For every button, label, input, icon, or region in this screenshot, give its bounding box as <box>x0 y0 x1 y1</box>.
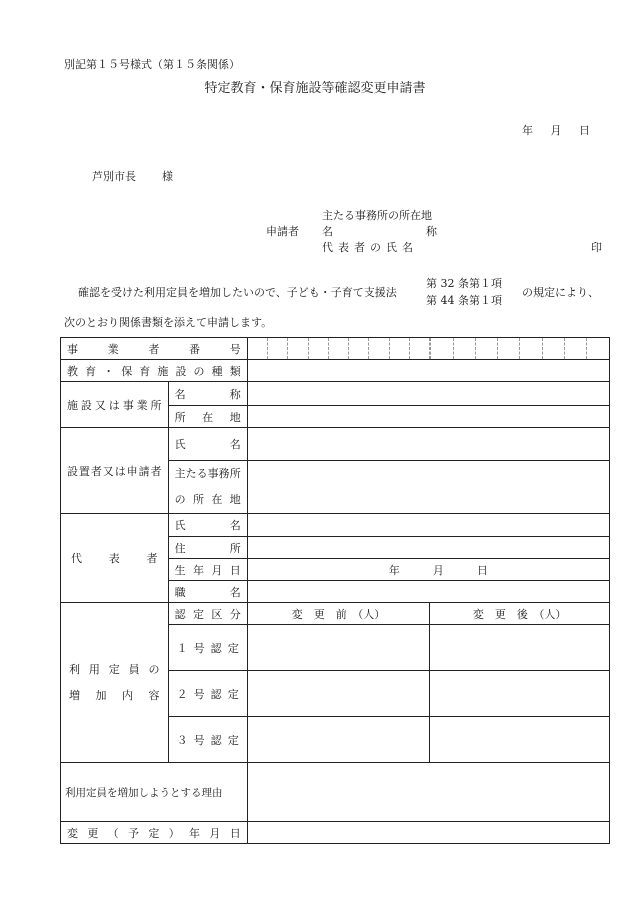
founder-office-label <box>168 461 247 514</box>
business-number-digit[interactable] <box>288 338 308 360</box>
rep-address-label: 住所 <box>168 537 247 559</box>
rep-birth-field[interactable]: 年 月 日 <box>247 559 609 581</box>
cert-1-after-field[interactable] <box>430 625 610 671</box>
seal-mark: 印 <box>591 241 602 254</box>
cert-3-label: ３号認定 <box>168 717 247 763</box>
business-number-digit[interactable] <box>431 338 453 360</box>
facility-type-label: 教育・保育施設の種類 <box>61 360 248 382</box>
business-number-digit[interactable] <box>247 338 267 360</box>
increase-label <box>61 603 169 763</box>
founder-label: 設置者又は申請者 <box>61 428 169 514</box>
business-number-digit[interactable] <box>389 338 409 360</box>
facility-location-field[interactable] <box>247 406 609 428</box>
business-number-label: 事業者番号 <box>61 338 248 360</box>
applicant-name-label-end: 称 <box>426 225 437 238</box>
founder-name-row <box>61 428 610 461</box>
facility-label: 施設又は事業所 <box>61 382 169 428</box>
facility-location-label: 所在地 <box>168 406 247 428</box>
addressee-suffix: 様 <box>162 170 173 183</box>
change-date-field[interactable] <box>247 822 609 844</box>
business-number-digit[interactable] <box>328 338 348 360</box>
business-number-digit[interactable] <box>587 338 610 360</box>
rep-name-field[interactable] <box>247 514 609 537</box>
increase-label-line1: 利用定員の <box>69 662 160 676</box>
applicant-label: 申請者 <box>266 225 299 238</box>
business-number-digit[interactable] <box>409 338 429 360</box>
cert-2-after-field[interactable] <box>430 671 610 717</box>
after-change-header: 変 更 後 （人） <box>430 603 610 625</box>
statement-text: 確認を受けた利用定員を増加したいので、子ども・子育て支援法 <box>78 286 397 299</box>
applicant-representative-label: 代表者の氏名 <box>322 241 418 254</box>
rep-address-field[interactable] <box>247 537 609 559</box>
rep-name-row <box>61 514 610 537</box>
before-change-header: 変 更 前 （人） <box>247 603 430 625</box>
facility-type-row <box>61 360 610 382</box>
business-number-digit[interactable] <box>369 338 389 360</box>
cert-2-before-field[interactable] <box>247 671 430 717</box>
business-number-digit[interactable] <box>498 338 520 360</box>
document-title: 特定教育・保育施設等確認変更申請書 <box>204 81 426 96</box>
reason-field[interactable] <box>247 763 609 822</box>
cert-category-label: 認定区分 <box>168 603 247 625</box>
business-number-digit[interactable] <box>349 338 369 360</box>
cert-1-label: １号認定 <box>168 625 247 671</box>
rep-birth-label: 生年月日 <box>168 559 247 581</box>
law-article-44: 第 44 条第１項 <box>426 294 502 307</box>
business-number-digit[interactable] <box>475 338 497 360</box>
application-date: 年 月 日 <box>522 124 590 137</box>
representative-label: 代表者 <box>61 514 169 603</box>
facility-name-field[interactable] <box>247 382 609 406</box>
application-form-table <box>60 337 610 844</box>
reason-label: 利用定員を増加しようとする理由 <box>61 763 248 822</box>
founder-office-field[interactable] <box>247 461 609 514</box>
change-date-row <box>61 822 610 844</box>
facility-name-row <box>61 382 610 406</box>
founder-office-label-line1: 主たる事務所 <box>174 467 241 480</box>
business-number-row <box>61 338 610 360</box>
reason-row <box>61 763 610 822</box>
statement-text-line2: 次のとおり関係書類を添えて申請します。 <box>64 316 273 329</box>
cert-1-before-field[interactable] <box>247 625 430 671</box>
cert-3-before-field[interactable] <box>247 717 430 763</box>
founder-name-label: 氏名 <box>168 428 247 461</box>
business-number-digit[interactable] <box>542 338 564 360</box>
business-number-digit[interactable] <box>308 338 328 360</box>
law-article-32: 第 32 条第１項 <box>426 277 502 290</box>
facility-name-label: 名称 <box>168 382 247 406</box>
business-number-digit[interactable] <box>520 338 542 360</box>
rep-title-label: 職名 <box>168 581 247 603</box>
rep-name-label: 氏名 <box>168 514 247 537</box>
facility-type-field[interactable] <box>247 360 609 382</box>
rep-title-field[interactable] <box>247 581 609 603</box>
cert-2-label: ２号認定 <box>168 671 247 717</box>
business-number-digit[interactable] <box>267 338 287 360</box>
statement-text-end: の規定により、 <box>522 286 599 299</box>
business-number-digit[interactable] <box>453 338 475 360</box>
founder-office-label-line2: の所在地 <box>174 493 241 506</box>
applicant-address-label: 主たる事務所の所在地 <box>322 209 432 222</box>
founder-name-field[interactable] <box>247 428 609 461</box>
form-number-label: 別記第１５号様式（第１５条関係） <box>64 58 240 71</box>
applicant-name-label: 名 <box>322 225 333 238</box>
business-number-digit[interactable] <box>565 338 587 360</box>
cert-3-after-field[interactable] <box>430 717 610 763</box>
change-date-label: 変更（予定）年月日 <box>61 822 248 844</box>
increase-label-line2: 増加内容 <box>69 688 160 702</box>
addressee: 芦別市長 <box>92 170 136 183</box>
cert-header-row <box>61 603 610 625</box>
